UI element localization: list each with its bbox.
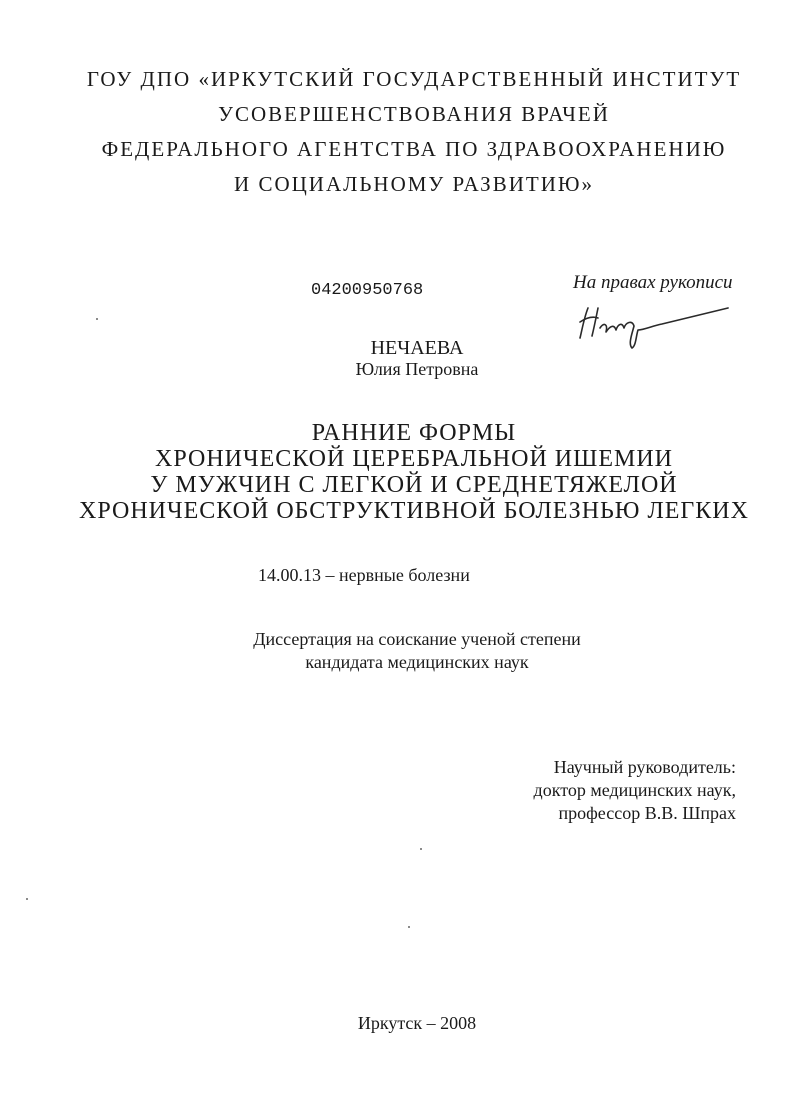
author-surname: НЕЧАЕВА [370,337,464,359]
institution-line: ГОУ ДПО «ИРКУТСКИЙ ГОСУДАРСТВЕННЫЙ ИНСТИТУТ [86,67,742,91]
rights-note: На правах рукописи [573,272,733,293]
degree-line: Диссертация на соискание ученой степени [253,629,581,649]
institution-line: И СОЦИАЛЬНОМУ РАЗВИТИЮ» [234,172,594,196]
specialty-code: 14.00.13 – нервные болезни [258,565,470,585]
supervisor-line: Научный руководитель: [553,757,736,777]
scan-speck [408,926,410,928]
institution-line: ФЕДЕРАЛЬНОГО АГЕНТСТВА ПО ЗДРАВООХРАНЕНИЮ [101,137,727,161]
scan-speck [420,848,422,850]
scan-speck [26,898,28,900]
title-line: ХРОНИЧЕСКОЙ ОБСТРУКТИВНОЙ БОЛЕЗНЬЮ ЛЕГКИХ [79,498,749,524]
scan-speck [96,318,98,320]
degree-statement [0,628,798,674]
dissertation-title [0,420,798,524]
supervisor-line: профессор В.В. Шпрах [558,803,736,823]
supervisor-line: доктор медицинских наук, [533,780,736,800]
title-line: ХРОНИЧЕСКОЙ ЦЕРЕБРАЛЬНОЙ ИШЕМИИ [155,446,673,472]
institution-header [0,62,798,202]
degree-line: кандидата медицинских наук [305,652,529,672]
title-line: РАННИЕ ФОРМЫ [311,420,517,446]
institution-line: УСОВЕРШЕНСТВОВАНИЯ ВРАЧЕЙ [218,102,610,126]
title-line: У МУЖЧИН С ЛЕГКОЙ И СРЕДНЕТЯЖЕЛОЙ [150,472,678,498]
scientific-supervisor [534,756,736,825]
author-given-names: Юлия Петровна [355,359,479,379]
registration-number: 04200950768 [311,281,424,300]
city-year: Иркутск – 2008 [357,1013,477,1033]
